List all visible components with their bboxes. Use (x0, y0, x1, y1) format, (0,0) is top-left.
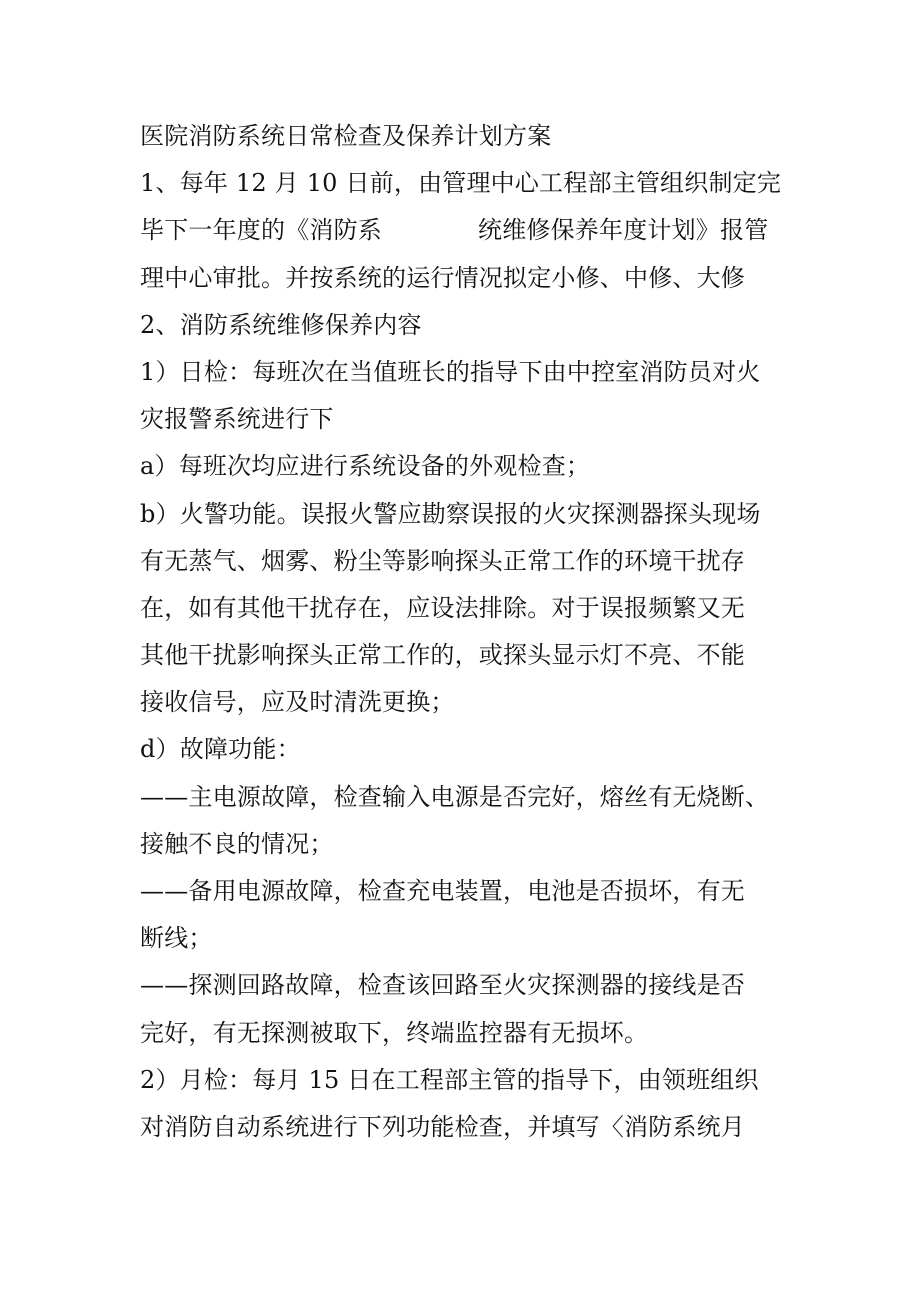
paragraph-line: 灾报警系统进行下 (140, 405, 334, 434)
paragraph-line: 断线； (140, 924, 213, 953)
paragraph-line: 1、每年 12 月 10 日前，由管理中心工程部主管组织制定完 (140, 169, 782, 198)
paragraph-line: 有无蒸气、烟雾、粉尘等影响探头正常工作的环境干扰存 (140, 546, 745, 575)
list-item: a）每班次均应进行系统设备的外观检查； (140, 452, 591, 481)
paragraph-line: 完好，有无探测被取下，终端监控器有无损坏。 (140, 1018, 649, 1047)
section-heading: 2、消防系统维修保养内容 (140, 310, 422, 339)
paragraph-line: 对消防自动系统进行下列功能检查，并填写〈消防系统月 (140, 1112, 745, 1141)
paragraph-segment: 毕下一年度的《消防系 (140, 216, 382, 245)
paragraph-segment: 统维修保养年度计划》报管 (478, 216, 769, 245)
document-title: 医院消防系统日常检查及保养计划方案 (140, 122, 552, 150)
list-item: d）故障功能： (140, 735, 301, 764)
dash-item: ——探测回路故障，检查该回路至火灾探测器的接线是否 (140, 971, 745, 1000)
paragraph-line: 接触不良的情况； (140, 829, 334, 858)
dash-item: ——主电源故障，检查输入电源是否完好，熔丝有无烧断、 (140, 782, 770, 811)
paragraph-line: 2）月检：每月 15 日在工程部主管的指导下，由领班组织 (140, 1065, 759, 1094)
paragraph-line: 接收信号，应及时清洗更换； (140, 688, 455, 717)
paragraph-line: 理中心审批。并按系统的运行情况拟定小修、中修、大修 (140, 263, 745, 292)
paragraph-line: 在，如有其他干扰存在，应设法排除。对于误报频繁又无 (140, 593, 745, 622)
dash-item: ——备用电源故障，检查充电装置，电池是否损坏，有无 (140, 877, 745, 905)
paragraph-line: 其他干扰影响探头正常工作的，或探头显示灯不亮、不能 (140, 641, 745, 670)
document-body (140, 113, 800, 1151)
list-item: b）火警功能。误报火警应勘察误报的火灾探测器探头现场 (140, 499, 761, 528)
paragraph-line: 1）日检：每班次在当值班长的指导下由中控室消防员对火 (140, 357, 761, 386)
paragraph-line (140, 207, 800, 254)
